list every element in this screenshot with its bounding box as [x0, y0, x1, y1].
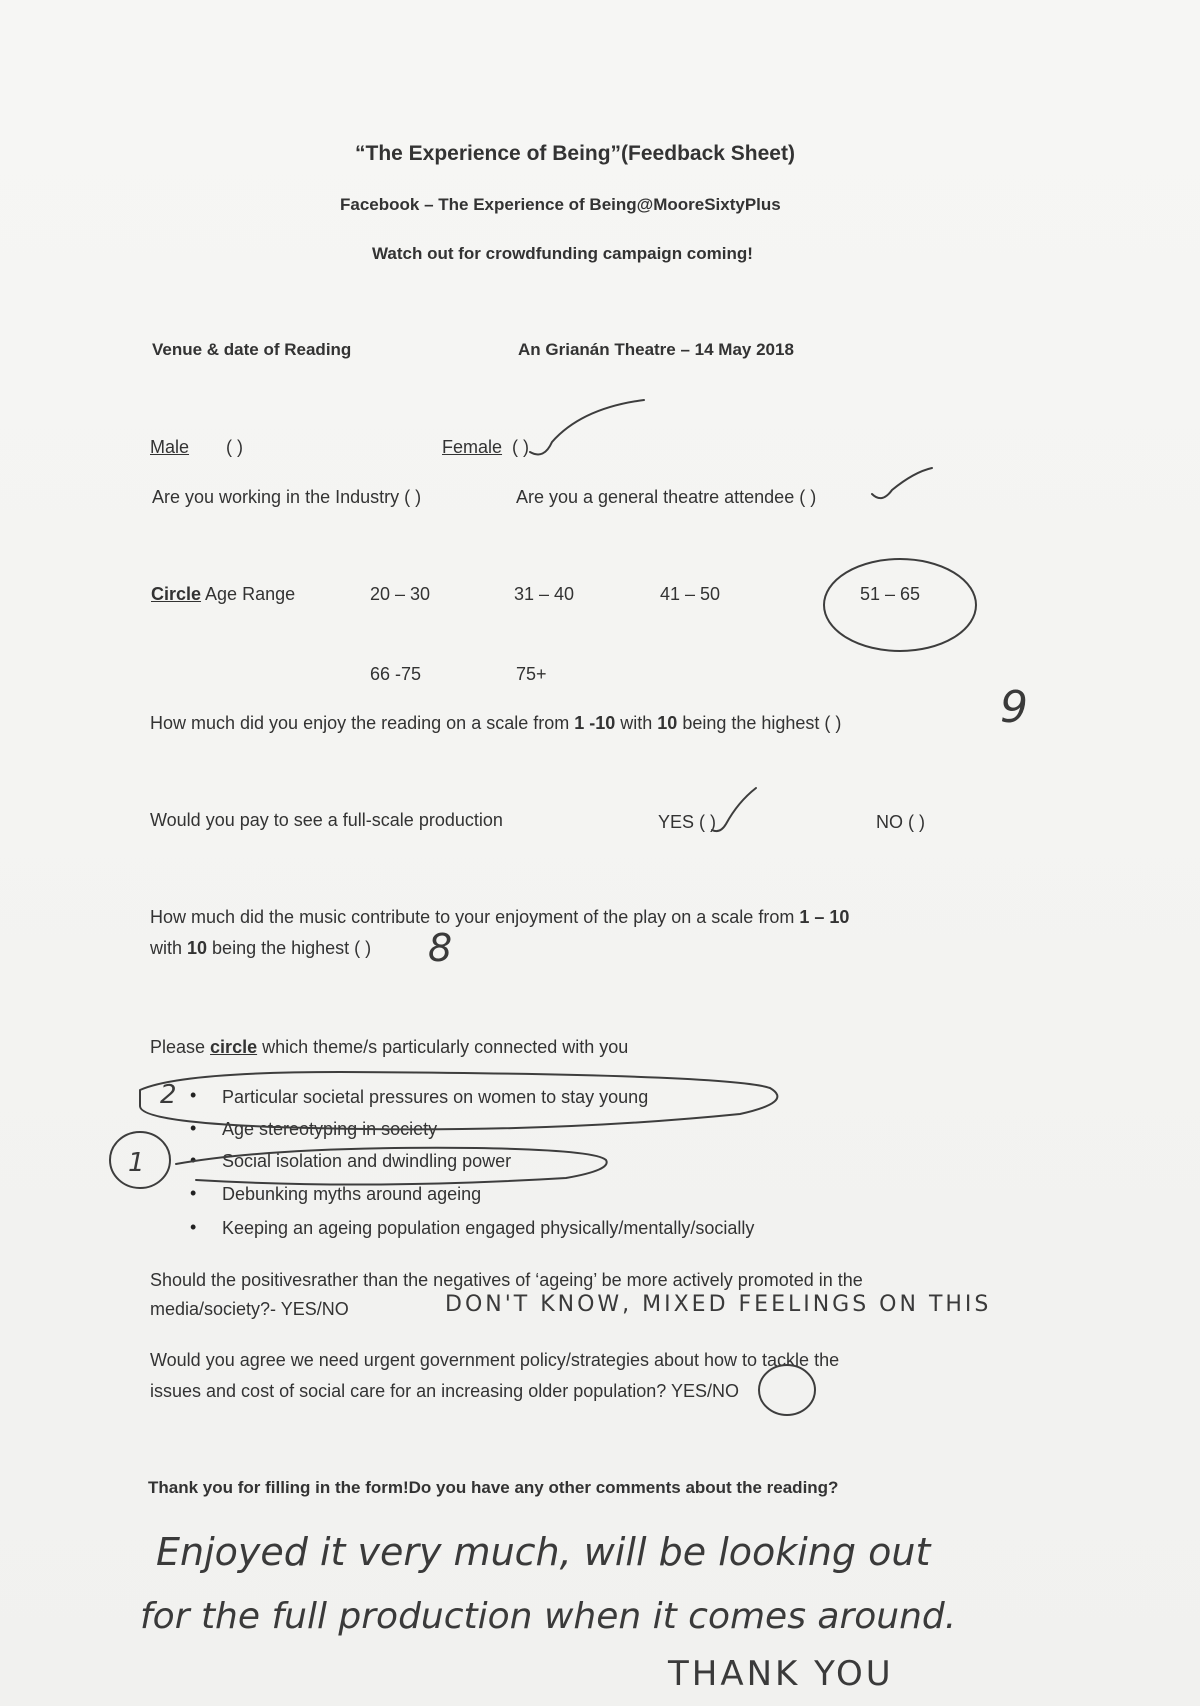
theme-rank-mark: 2 — [160, 1080, 177, 1110]
female-tick-mark — [530, 400, 644, 454]
male-checkbox[interactable]: ( ) — [226, 437, 243, 457]
positives-question-line2: media/society?- YES/NO — [150, 1299, 349, 1319]
theme-item[interactable]: Age stereotyping in society — [222, 1119, 438, 1139]
themes-circle-word: circle — [210, 1037, 258, 1057]
pay-no[interactable]: NO ( ) — [876, 812, 925, 832]
male-label: Male — [150, 437, 190, 457]
music-answer-box[interactable]: being the highest ( ) — [207, 938, 372, 958]
age-range-word: Age Range — [201, 584, 296, 604]
music-answer: 8 — [428, 926, 453, 970]
music-max: 10 — [187, 938, 208, 958]
age-option[interactable]: 41 – 50 — [660, 584, 721, 604]
positives-question-line1: Should the positivesrather than the negatives of ‘ageing’ be more actively promoted in the — [150, 1270, 863, 1290]
themes-intro — [150, 1037, 628, 1058]
music-text: How much did the music contribute to your enjoyment of the play on a scale from — [150, 907, 800, 927]
industry-question[interactable]: Are you working in the Industry ( ) — [152, 487, 422, 507]
age-range-label — [151, 584, 295, 605]
bullet-icon: • — [190, 1118, 197, 1138]
comment-line: THANK YOU — [668, 1654, 894, 1694]
attendee-tick-mark — [872, 468, 932, 498]
theme-rank-mark: 1 — [128, 1148, 145, 1178]
enjoy-max: 10 — [657, 713, 678, 733]
venue-value: An Grianán Theatre – 14 May 2018 — [518, 340, 794, 359]
enjoy-answer-box[interactable]: being the highest ( ) — [677, 713, 842, 733]
facebook-line: Facebook – The Experience of Being@MooreSixtyPlus — [340, 195, 781, 214]
circle-word: Circle — [151, 584, 202, 604]
age-option[interactable]: 75+ — [516, 664, 547, 684]
bullet-icon: • — [190, 1085, 197, 1105]
age-option[interactable]: 31 – 40 — [514, 584, 575, 604]
pay-question: Would you pay to see a full-scale production — [150, 810, 503, 830]
music-question-line2 — [150, 938, 371, 959]
female-label: Female — [442, 437, 503, 457]
music-question-line1 — [150, 907, 849, 928]
sheet-title: “The Experience of Being”(Feedback Sheet) — [355, 142, 795, 165]
theme-item[interactable]: Debunking myths around ageing — [222, 1184, 482, 1204]
general-attendee-question[interactable]: Are you a general theatre attendee ( ) — [516, 487, 817, 507]
enjoy-scale: 1 -10 — [574, 713, 616, 733]
crowdfunding-line: Watch out for crowdfunding campaign coming! — [372, 244, 753, 263]
yes-circle-mark — [759, 1365, 815, 1415]
themes-text: Please — [150, 1037, 211, 1057]
bullet-icon: • — [190, 1217, 197, 1237]
theme-item[interactable]: Social isolation and dwindling power — [222, 1151, 512, 1171]
policy-question-line2: issues and cost of social care for an increasing older population? YES/NO — [150, 1381, 739, 1401]
theme-item[interactable]: Keeping an ageing population engaged physically/mentally/socially — [222, 1218, 755, 1238]
enjoy-answer: 9 — [1000, 682, 1028, 733]
enjoy-text: How much did you enjoy the reading on a scale from — [150, 713, 575, 733]
bullet-icon: • — [190, 1150, 197, 1170]
age-option[interactable]: 20 – 30 — [370, 584, 431, 604]
enjoy-question — [150, 713, 841, 734]
comment-line: for the full production when it comes around. — [140, 1596, 957, 1637]
closing-prompt: Thank you for filling in the form!Do you have any other comments about the reading? — [148, 1478, 839, 1497]
venue-label: Venue & date of Reading — [152, 340, 352, 359]
themes-text: which theme/s particularly connected with you — [257, 1037, 629, 1057]
music-scale: 1 – 10 — [799, 907, 850, 927]
theme-item[interactable]: Particular societal pressures on women to stay young — [222, 1087, 649, 1107]
enjoy-text: with — [615, 713, 658, 733]
music-text: with — [150, 938, 188, 958]
positives-answer: DON'T KNOW, MIXED FEELINGS ON THIS — [445, 1292, 992, 1317]
age-circle-mark — [824, 559, 976, 651]
pay-yes[interactable]: YES ( ) — [658, 812, 717, 832]
bullet-icon: • — [190, 1183, 197, 1203]
comment-line: Enjoyed it very much, will be looking out — [156, 1530, 931, 1574]
pay-yes-tick-mark — [712, 788, 756, 831]
female-checkbox[interactable]: ( ) — [512, 437, 529, 457]
age-option[interactable]: 66 -75 — [370, 664, 422, 684]
age-option-selected[interactable]: 51 – 65 — [860, 584, 921, 604]
policy-question-line1: Would you agree we need urgent government policy/strategies about how to tackle the — [150, 1350, 840, 1370]
